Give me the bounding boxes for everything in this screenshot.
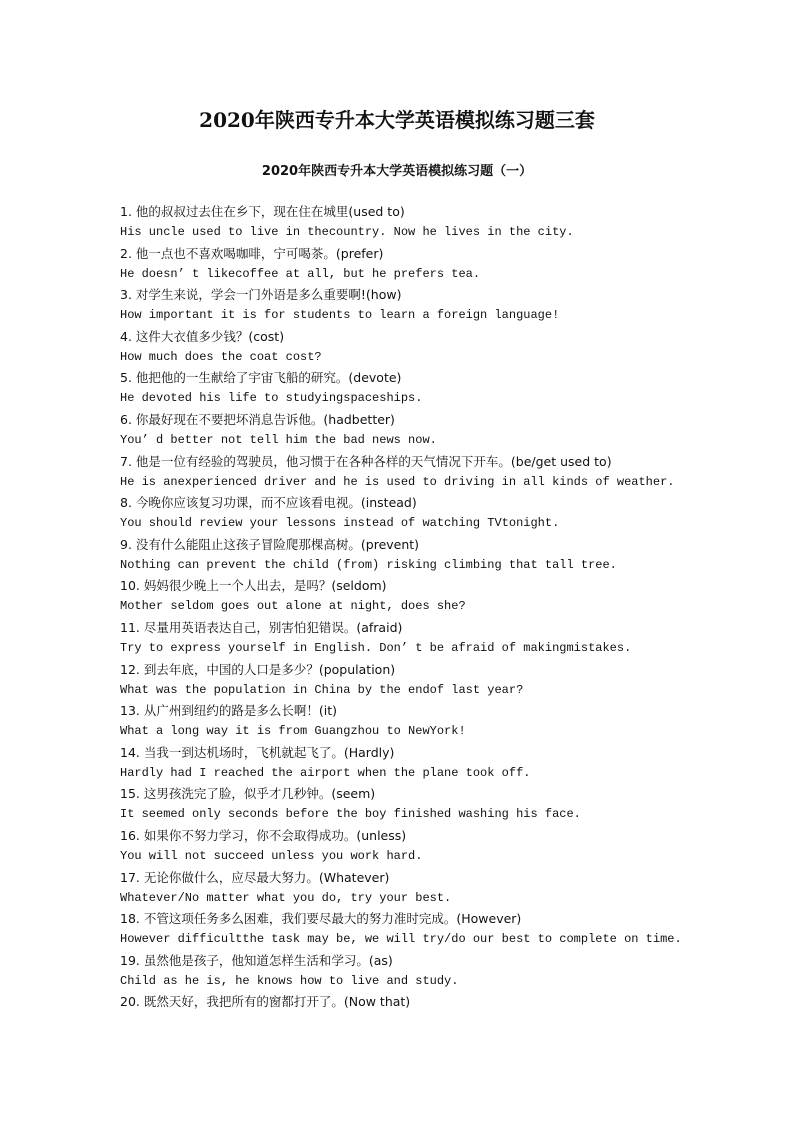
exercise-item [120, 327, 720, 368]
exercise-question: 2. 他一点也不喜欢喝咖啡，宁可喝茶。(prefer) [120, 245, 384, 261]
exercise-answer: Nothing can prevent the child (from) risking climbing that tall tree. [120, 557, 617, 572]
exercise-item [120, 535, 720, 576]
exercise-answer: Child as he is, he knows how to live and study. [120, 973, 459, 988]
exercise-item [120, 701, 720, 742]
exercise-question: 8. 今晚你应该复习功课，而不应该看电视。(instead) [120, 495, 417, 511]
exercise-question: 16. 如果你不努力学习，你不会取得成功。(unless) [120, 828, 407, 843]
document-title: 2020年陕西专升本大学英语模拟练习题三套 [199, 108, 595, 132]
exercise-item [120, 244, 720, 285]
exercise-question: 11. 尽量用英语表达自己，别害怕犯错误。(afraid) [120, 620, 403, 635]
exercise-item [120, 743, 720, 784]
section-subtitle: 2020年陕西专升本大学英语模拟练习题（一） [261, 164, 533, 179]
exercise-question: 5. 他把他的一生献给了宇宙飞船的研究。(devote) [120, 370, 402, 386]
exercise-item [120, 660, 720, 701]
exercise-question: 4. 这件大衣值多少钱？(cost) [120, 328, 285, 344]
exercise-question: 9. 没有什么能阻止这孩子冒险爬那棵高树。(prevent) [120, 536, 420, 552]
exercise-question: 1. 他的叔叔过去住在乡下，现在住在城里(used to) [120, 204, 405, 219]
exercise-question: 3. 对学生来说，学会一门外语是多么重要啊!(how) [120, 287, 402, 303]
exercise-answer: What was the population in China by the endof last year? [120, 682, 524, 697]
exercise-item [120, 909, 720, 950]
exercise-answer: He is anexperienced driver and he is used to driving in all kinds of weather. [120, 474, 675, 489]
exercise-item [120, 784, 720, 825]
exercise-answer: You’ d better not tell him the bad news now. [120, 433, 437, 447]
exercise-item [120, 992, 720, 1012]
exercise-question: 7. 他是一位有经验的驾驶员，他习惯于在各种各样的天气情况下开车。(be/get used to) [120, 453, 612, 469]
exercise-answer: What a long way it is from Guangzhou to NewYork! [120, 724, 466, 739]
exercise-answer: Whatever/No matter what you do, try your best. [120, 890, 452, 905]
exercise-item [120, 826, 720, 867]
exercise-answer: Try to express yourself in English. Don’ t be afraid of makingmistakes. [120, 641, 632, 655]
exercise-answer: You will not succeed unless you work hard. [120, 849, 423, 863]
exercise-answer: He devoted his life to studyingspaceships. [120, 391, 423, 406]
exercise-item [120, 868, 720, 909]
exercise-item [120, 618, 720, 659]
exercise-item [120, 368, 720, 409]
exercise-answer: You should review your lessons instead of watching TVtonight. [120, 516, 560, 531]
exercise-question: 19. 虽然他是孩子，他知道怎样生活和学习。(as) [120, 952, 393, 968]
exercise-answer: Mother seldom goes out alone at night, does she? [120, 599, 466, 614]
exercise-question: 15. 这男孩洗完了脸，似乎才几秒钟。(seem) [120, 786, 376, 802]
exercise-question: 10. 妈妈很少晚上一个人出去，是吗？(seldom) [120, 578, 387, 594]
exercise-answer: He doesn’ t likecoffee at all, but he prefers tea. [120, 266, 481, 281]
exercise-question: 14. 当我一到达机场时，飞机就起飞了。(Hardly) [120, 744, 395, 760]
exercise-question: 17. 无论你做什么，应尽最大努力。(Whatever) [120, 869, 390, 885]
exercise-item [120, 202, 720, 243]
exercise-answer: Hardly had I reached the airport when the plane took off. [120, 765, 531, 780]
exercise-item [120, 493, 720, 534]
exercise-item [120, 285, 720, 326]
exercise-question: 13. 从广州到纽约的路是多么长啊！(it) [120, 703, 337, 719]
exercise-answer: How much does the coat cost? [120, 349, 322, 364]
exercise-answer: How important it is for students to learn a foreign language! [120, 308, 560, 323]
exercise-item [120, 576, 720, 617]
exercise-answer: His uncle used to live in thecountry. Now he lives in the city. [120, 225, 574, 239]
exercise-question: 20. 既然天好，我把所有的窗都打开了。(Now that) [120, 994, 411, 1010]
exercise-item [120, 951, 720, 992]
exercise-question: 12. 到去年底，中国的人口是多少？(population) [120, 661, 396, 677]
exercise-item [120, 410, 720, 451]
exercise-item [120, 452, 720, 493]
exercise-answer: However difficultthe task may be, we will try/do our best to complete on time. [120, 932, 682, 947]
exercise-question: 6. 你最好现在不要把坏消息告诉他。(hadbetter) [120, 412, 395, 427]
exercise-answer: It seemed only seconds before the boy finished washing his face. [120, 807, 581, 822]
exercise-question: 18. 不管这项任务多么困难，我们要尽最大的努力准时完成。(However) [120, 911, 522, 927]
